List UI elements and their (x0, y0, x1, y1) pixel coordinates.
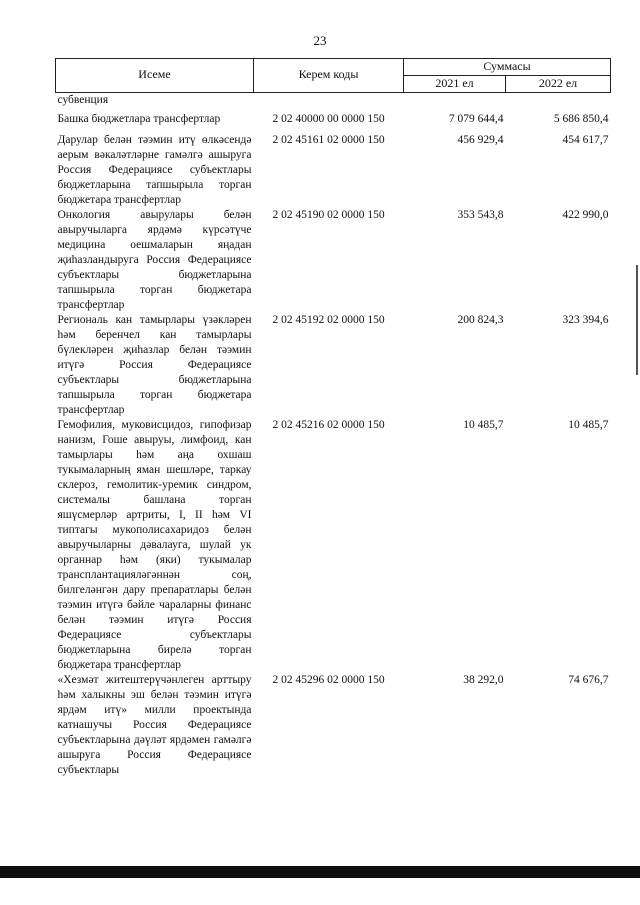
budget-table (55, 58, 611, 778)
header-year-2022: 2022 ел (506, 75, 611, 92)
scan-bottom-border (0, 866, 640, 878)
row-name: Башка бюджетлара трансфертлар (57, 112, 221, 125)
table-header-row (56, 59, 611, 76)
row-amount-2021: 456 929,4 (457, 133, 504, 146)
row-amount-2021: 200 824,3 (457, 313, 504, 326)
row-code: 2 02 45190 02 0000 150 (272, 208, 385, 221)
table-row (56, 133, 611, 208)
row-name: «Хезмәт житештерүчәнлеген арттыру һәм халыкны эш белән тәэмин итүгә ярдәм итү» милли проектында катнашучы Россия Федерациясе субъектларына дәүләт ярдәмен гамәлгә ашыруга Россия Федерациясе субъектлары (57, 673, 252, 776)
row-name: Онкология авырулары белән авыручыларга ярдәмә күрсәтүче медицина оешмаларын яңадан җиһазландыруга Россия Федерациясе субъектлары бюджетларына тапшырыла торган бюджетара трансфертлар (57, 208, 252, 311)
scan-edge-mark (636, 265, 638, 375)
row-amount-2021: 353 543,8 (457, 208, 504, 221)
continuation-row (56, 92, 611, 112)
row-name: Региональ кан тамырлары үзәкләрен һәм беренчел кан тамырлары бүлекләрен җиһазлар белән тәэмин итүгә Россия Федерациясе субъектлары бюджетларына тапшырыла торган бюджетара трансфертлар (57, 313, 252, 416)
header-amounts: Суммасы (404, 59, 611, 76)
row-amount-2022: 422 990,0 (562, 208, 609, 221)
table-row (56, 673, 611, 778)
row-name: Дарулар белән тәэмин итү өлкәсендә аерым вәкаләтләрне гамәлгә ашыруга Россия Федерациясе субъектлары бюджетларына тапшырыла торган бюджетара трансфертлар (57, 133, 252, 206)
row-code: 2 02 45161 02 0000 150 (272, 133, 385, 146)
row-name: Гемофилия, муковисцидоз, гипофизар нанизм, Гоше авыруы, лимфоид, кан тамырлары һәм аңа охшаш тукымаларның яман шешләре, таркау склероз, гемолитик-уремик синдром, системалы башлана торган яшүсмерләр артриты, I, II һәм VI типтагы мукополисахаридоз белән авыручыларны дәвалауга, шулай ук органнар һәм (яки) тукымалар трансплантацияләгәннән соң, билгеләнгән дару препаратлары белән тәэмин итүгә бәйле чараларны финанс белән тәэмин итүгә Россия Федерациясе субъектлары бюджетларына бирелә торган бюджетара трансфертлар (57, 418, 252, 671)
header-name: Исеме (56, 59, 254, 93)
row-amount-2022: 10 485,7 (568, 418, 609, 431)
row-amount-2022: 323 394,6 (562, 313, 609, 326)
table-row (56, 313, 611, 418)
row-code: 2 02 45192 02 0000 150 (272, 313, 385, 326)
row-amount-2021: 7 079 644,4 (448, 112, 504, 125)
row-code: 2 02 45216 02 0000 150 (272, 418, 385, 431)
row-amount-2022: 454 617,7 (562, 133, 609, 146)
row-amount-2021: 38 292,0 (463, 673, 504, 686)
page-number: 23 (313, 33, 327, 48)
row-code: 2 02 45296 02 0000 150 (272, 673, 385, 686)
header-year-2021: 2021 ел (404, 75, 506, 92)
table-row (56, 418, 611, 673)
table-row (56, 112, 611, 133)
row-amount-2022: 74 676,7 (568, 673, 609, 686)
header-code: Керем коды (254, 59, 404, 93)
row-amount-2022: 5 686 850,4 (553, 112, 609, 125)
table-row (56, 208, 611, 313)
row-code: 2 02 40000 00 0000 150 (272, 112, 385, 125)
continuation-text: субвенция (57, 93, 109, 106)
row-amount-2021: 10 485,7 (463, 418, 504, 431)
